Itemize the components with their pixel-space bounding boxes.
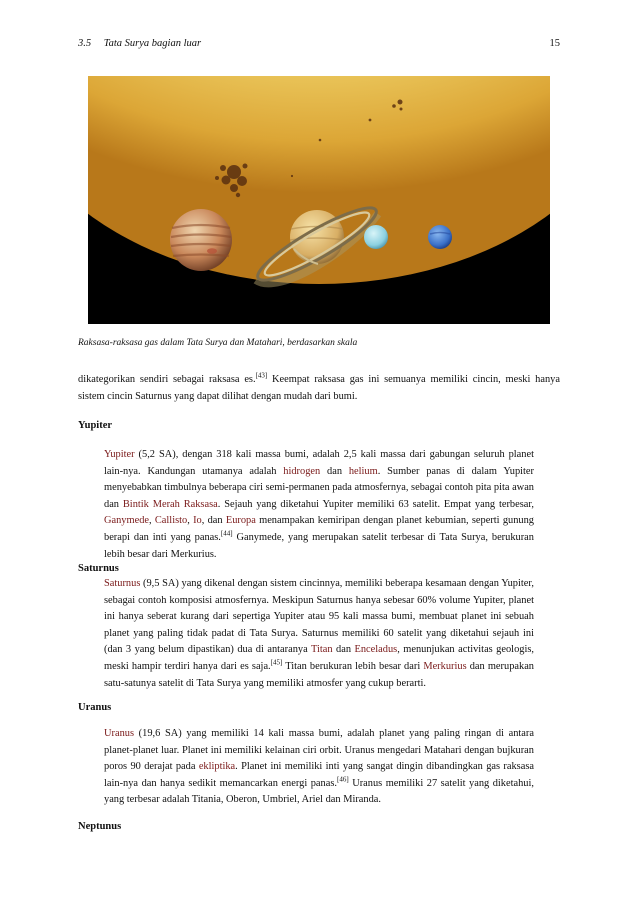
saturnus-paragraph bbox=[104, 576, 534, 692]
text-span: (19,6 SA) yang memiliki 14 kali massa bumi, adalah planet yang paling ringan di antara planet-planet luar. Planet ini memiliki kelainan ciri orbit. Uranus mengedari Matahari dengan bujkuran poros 90 derajat pada bbox=[104, 728, 534, 773]
text-span: (5,2 SA), dengan 318 kali massa bumi, adalah 2,5 kali massa dari gabungan seluruh planet lain-nya. Kandungan utamanya adalah bbox=[104, 449, 534, 477]
jupiter-image bbox=[170, 209, 232, 271]
text-span: , dan bbox=[201, 515, 226, 527]
page-header bbox=[78, 38, 560, 54]
citation-ref[interactable]: [44] bbox=[220, 529, 233, 538]
uranus-image bbox=[364, 225, 388, 249]
page-number: 15 bbox=[549, 38, 560, 49]
link-uranus[interactable]: Uranus bbox=[104, 728, 135, 739]
link-europa[interactable]: Europa bbox=[225, 515, 256, 527]
gas-giants-illustration bbox=[88, 76, 550, 324]
text-span: dan bbox=[332, 644, 355, 656]
heading-saturnus: Saturnus bbox=[78, 563, 119, 574]
text-span: Ganymede, yang merupakan satelit terbesar di Tata Surya, berukuran lebih besar dari Merkurius. bbox=[104, 531, 534, 560]
citation-ref[interactable]: [43] bbox=[255, 371, 268, 380]
text-span: menampakan kemiripan dengan planet kebumian, seperti gunung berapi dan inti yang panas. bbox=[104, 515, 534, 543]
intro-paragraph bbox=[78, 372, 560, 405]
link-helium[interactable]: helium bbox=[348, 465, 378, 477]
text-span: . Planet ini memiliki inti yang sangat dingin dibandingkan gas raksasa lain-nya dan hanya sedikit memancarkan energi panas. bbox=[104, 761, 534, 789]
figure-caption: Raksasa-raksasa gas dalam Tata Surya dan Matahari, berdasarkan skala bbox=[78, 338, 358, 348]
link-hidrogen[interactable]: hidrogen bbox=[283, 465, 321, 477]
citation-ref[interactable]: [45] bbox=[270, 658, 283, 667]
citation-ref[interactable]: [46] bbox=[337, 775, 349, 784]
link-ganymede[interactable]: Ganymede bbox=[104, 515, 150, 527]
section-number: 3.5 bbox=[78, 38, 92, 49]
text-span: , menunjukan activitas geologis, meski hampir terdiri hanya dari es saja. bbox=[104, 644, 534, 672]
text-span: Titan berukuran lebih besar dari bbox=[282, 660, 424, 672]
text-span: dan bbox=[320, 465, 349, 477]
heading-uranus: Uranus bbox=[78, 702, 112, 713]
link-io[interactable]: Io bbox=[193, 515, 202, 527]
link-ekliptika[interactable]: ekliptika bbox=[198, 761, 236, 773]
heading-yupiter: Yupiter bbox=[78, 420, 113, 431]
gas-giants-figure bbox=[88, 76, 550, 324]
link-merkurius[interactable]: Merkurius bbox=[423, 660, 467, 672]
running-title bbox=[78, 38, 201, 49]
link-callisto[interactable]: Callisto bbox=[154, 515, 188, 527]
neptune-image bbox=[428, 225, 452, 249]
text-span: , bbox=[187, 515, 194, 527]
link-titan[interactable]: Titan bbox=[311, 644, 333, 656]
link-bintik-merah-raksasa[interactable]: Bintik Merah Raksasa bbox=[122, 498, 218, 510]
link-enceladus[interactable]: Enceladus bbox=[354, 644, 398, 656]
text-span: . Sejauh yang diketahui Yupiter memiliki 63 satelit. Empat yang terbesar, bbox=[217, 498, 535, 510]
text-span: (9,5 SA) yang dikenal dengan sistem cincinnya, memiliki beberapa kesamaan dengan Yupiter, sebagai contoh komposisi atmosfernya. Meskipun Saturnus hanya sebesar 60% volume Yupiter, planet ini hanya seberat kurang dari sepertiga Yupiter atau 95 kali massa bumi, membuat planet ini sebuah planet yang paling tidak padat di Tata Surya. Saturnus memiliki 60 satelit yang diketahui sejauh ini (dan 3 yang belum dipastikan) dua di antaranya bbox=[104, 578, 534, 656]
text-span: dikategorikan sendiri sebagai raksasa es. bbox=[78, 374, 256, 385]
uranus-paragraph bbox=[104, 726, 534, 809]
heading-neptunus: Neptunus bbox=[78, 821, 122, 832]
yupiter-paragraph bbox=[104, 447, 534, 563]
text-span: Keempat raksasa gas ini semuanya memiliki cincin, meski hanya sistem cincin Saturnus yang dapat dilihat dengan mudah dari bumi. bbox=[78, 374, 560, 402]
section-title: Tata Surya bagian luar bbox=[103, 38, 202, 49]
text-span: . Sumber panas di dalam Yupiter menyebabkan timbulnya beberapa ciri semi-permanen pada atmosfernya, sebagai contoh pita pita awan dan bbox=[104, 465, 534, 510]
text-span: , bbox=[149, 515, 155, 527]
link-saturnus[interactable]: Saturnus bbox=[104, 578, 141, 589]
text-span: Uranus memiliki 27 satelit yang diketahui, yang terbesar adalah Titania, Oberon, Umbriel, Ariel dan Miranda. bbox=[104, 777, 534, 806]
link-yupiter[interactable]: Yupiter bbox=[104, 449, 135, 460]
text-span: dan merupakan satu-satunya satelit di Tata Surya yang memiliki atmosfer yang cukup berarti. bbox=[104, 660, 534, 689]
